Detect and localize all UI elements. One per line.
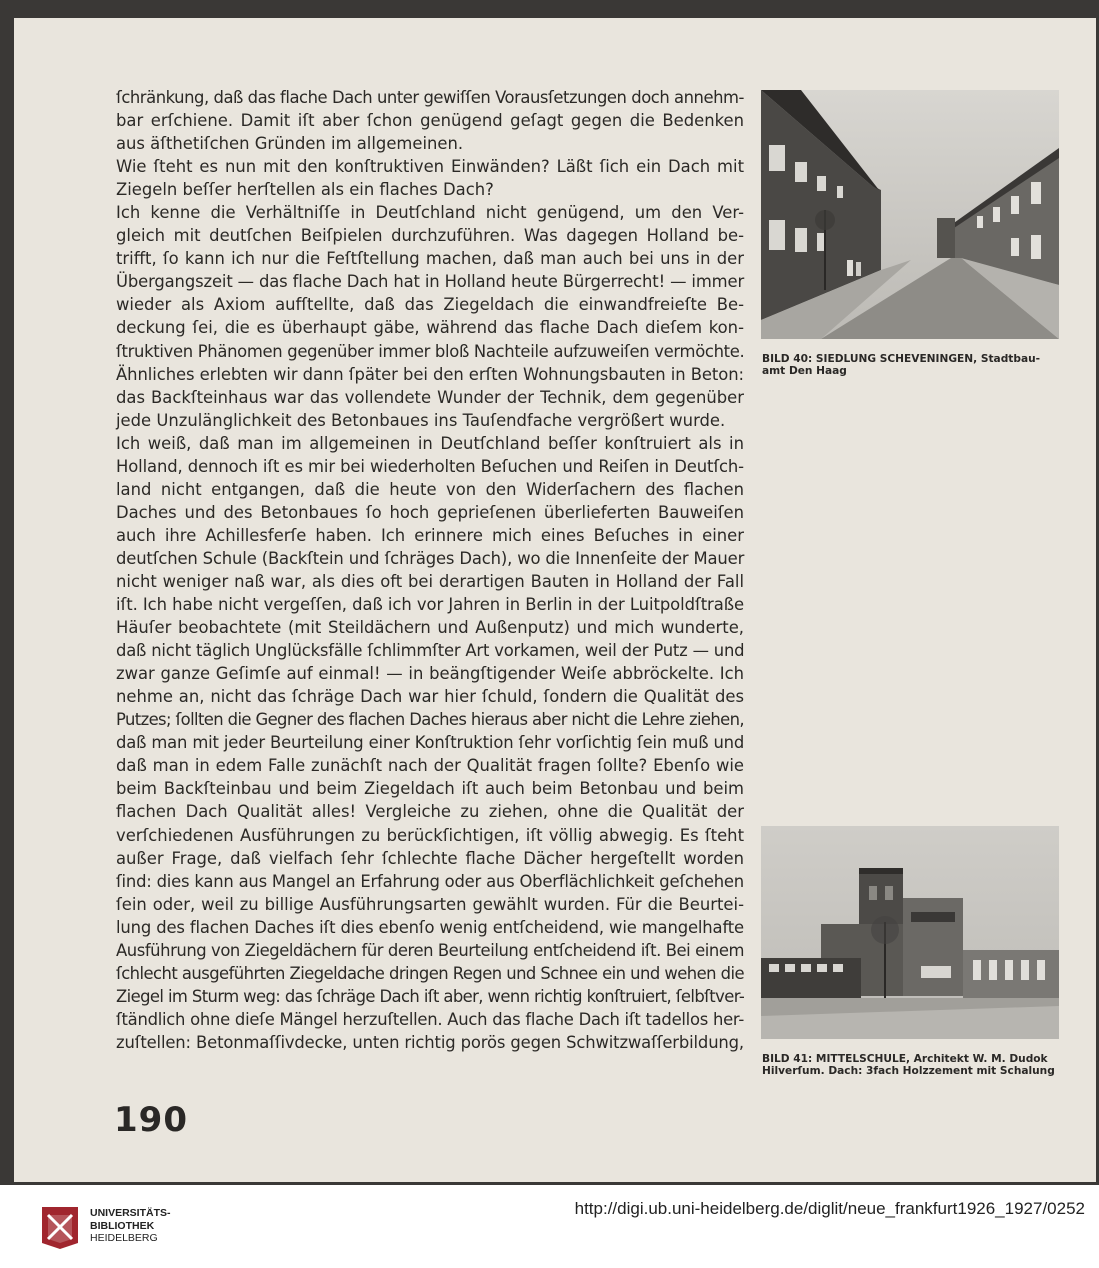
page-number: 190 [114, 1100, 188, 1140]
body-line: ſein oder, weil zu billige Ausführungsarten gewählt wurden. Für die Beurtei- [116, 894, 744, 914]
body-line: iſt. Ich habe nicht vergeſſen, daß ich vor Jahren in Berlin in der Luitpoldſtraße [116, 595, 744, 615]
body-line: wieder als Axiom aufſtellte, daß das Ziegeldach die einwandfreieſte Be- [116, 295, 744, 315]
body-line: Ich weiß, daß man im allgemeinen in Deutſchland beſſer konſtruiert als in [116, 433, 744, 453]
body-line: nehme an, nicht das ſchräge Dach war hier ſchuld, ſondern die Qualität des [116, 687, 744, 707]
body-line: gleich mit deutſchen Beiſpielen durchzuführen. Was dagegen Holland be- [116, 226, 744, 246]
body-line: das Backſteinhaus war das vollendete Wunder der Technik, dem gegenüber [116, 387, 744, 407]
body-line: flachen Dach Qualität alles! Vergleiche zu ziehen, ohne die Qualität der [116, 802, 744, 822]
body-line: Häuſer beobachtete (mit Steildächern und Außenputz) und mich wunderte, [116, 618, 744, 638]
body-line: trifft, ſo kann ich nur die Feſtſtellung machen, daß man auch bei uns in der [116, 249, 744, 269]
body-line: Ausführung von Ziegeldächern für deren Beurteilung entſcheidend iſt. Bei einem [116, 940, 744, 960]
body-line: außer Frage, daß vielfach ſehr ſchlechte flache Dächer hergeſtellt worden [116, 848, 744, 868]
photo-siedlung-scheveningen [761, 90, 1059, 339]
photo-caption-top [762, 353, 1040, 377]
footer [0, 1185, 1099, 1268]
article-body [116, 86, 744, 1054]
body-line: ſchränkung, daß das flache Dach unter gewiſſen Vorausſetzungen doch annehm- [116, 88, 745, 107]
body-line: bar erſchiene. Damit iſt aber ſchon genügend geſagt gegen die Bedenken [116, 111, 744, 131]
library-line2: BIBLIOTHEK [90, 1219, 155, 1232]
library-shield-icon [38, 1203, 82, 1251]
body-line: deckung ſei, die es überhaupt gäbe, während das flache Dach dieſem kon- [116, 318, 744, 338]
body-line: Wie ſteht es nun mit den konſtruktiven Einwänden? Läßt ſich ein Dach mit [116, 157, 744, 177]
body-line: Ziegeln beſſer herſtellen als ein flaches Dach? [116, 180, 494, 200]
body-line: ſtändlich ohne dieſe Mängel herzuſtellen. Auch das flache Dach iſt tadellos her- [116, 1009, 744, 1029]
body-line: Übergangszeit — das flache Dach hat in Holland heute Bürgerrecht! — immer [116, 272, 745, 292]
body-line: daß man in edem Falle zunächſt nach der Qualität fragen ſollte? Ebenſo wie [116, 756, 744, 776]
body-line: daß nicht täglich Unglücksfälle ſchlimmſter Art vorkamen, weil der Putz — und [116, 641, 745, 661]
body-line: jede Unzulänglichkeit des Betonbaues ins Tauſendfache vergrößert wurde. [116, 410, 726, 430]
caption-bottom-line1: BILD 41: MITTELSCHULE, Architekt W. M. Dudok [762, 1053, 1048, 1065]
university-library-logo [38, 1203, 82, 1256]
permalink-url[interactable]: http://digi.ub.uni-heidelberg.de/diglit/neue_frankfurt1926_1927/0252 [574, 1199, 1085, 1218]
body-line: Ziegel im Sturm weg: das ſchräge Dach iſt aber, wenn richtig konſtruiert, ſelbſtver- [116, 986, 745, 1006]
body-line: deutſchen Schule (Backſtein und ſchräges Dach), wo die Innenſeite der Mauer [116, 548, 745, 568]
caption-top-line2: amt Den Haag [762, 365, 847, 377]
body-line: daß man mit jeder Beurteilung einer Konſtruktion ſehr vorſichtig ſein muß und [116, 733, 745, 753]
body-line: aus äſthetiſchen Gründen im allgemeinen. [116, 134, 464, 154]
body-line: Daches und des Betonbaues ſo hoch geprieſenen überlieferten Bauweiſen [116, 502, 744, 522]
body-line: Ähnliches erlebten wir dann ſpäter bei den erſten Wohnungsbauten in Beton: [116, 364, 744, 384]
caption-bottom-line2: Hilverſum. Dach: 3fach Holzzement mit Schalung [762, 1065, 1055, 1077]
body-line: beim Backſteinbau und beim Ziegeldach iſt auch beim Betonbau und beim [116, 779, 744, 799]
body-line: nicht weniger naß war, als dies oft bei derartigen Bauten in Holland der Fall [116, 571, 744, 591]
body-line: Putzes; ſollten die Gegner des flachen Daches hieraus aber nicht die Lehre ziehen, [116, 710, 744, 730]
body-line: zuſtellen: Betonmaſſivdecke, unten richtig porös gegen Schwitzwaſſerbildung, [116, 1032, 744, 1052]
body-line: Ich kenne die Verhältniſſe in Deutſchland nicht genügend, um den Ver- [116, 203, 744, 223]
body-line: verſchiedenen Ausführungen zu berückſichtigen, iſt völlig abwegig. Es ſteht [116, 825, 744, 845]
body-line: lung des flachen Daches iſt dies ebenſo wenig entſcheidend, wie mangelhafte [116, 917, 744, 937]
body-line: land nicht entgangen, daß die heute von den Widerſachern des flachen [116, 479, 744, 499]
photo-caption-bottom [762, 1053, 1055, 1077]
body-line: ſchlecht ausgeführten Ziegeldache dringen Regen und Schnee ein und wehen die [116, 963, 744, 983]
library-line3: HEIDELBERG [90, 1232, 158, 1244]
library-line1: UNIVERSITÄTS- [90, 1207, 171, 1219]
body-line: auch ihre Achillesferſe haben. Ich erinnere mich eines Beſuches in einer [116, 525, 744, 545]
library-name [90, 1207, 171, 1245]
body-line: Holland, dennoch iſt es mir bei wiederholten Beſuchen und Reiſen in Deutſch- [116, 456, 744, 476]
photo-mittelschule [761, 826, 1059, 1039]
body-line: zwar ganze Geſimſe auf einmal! — in beängſtigender Weiſe abbröckelte. Ich [116, 664, 744, 684]
body-line: ſind: dies kann aus Mangel an Erfahrung oder aus Oberflächlichkeit geſchehen [116, 871, 744, 891]
caption-top-line1: BILD 40: SIEDLUNG SCHEVENINGEN, Stadtbau- [762, 353, 1041, 365]
body-line: ſtruktiven Phänomen gegenüber immer bloß Nachteile aufzuweiſen vermöchte. [116, 341, 745, 361]
